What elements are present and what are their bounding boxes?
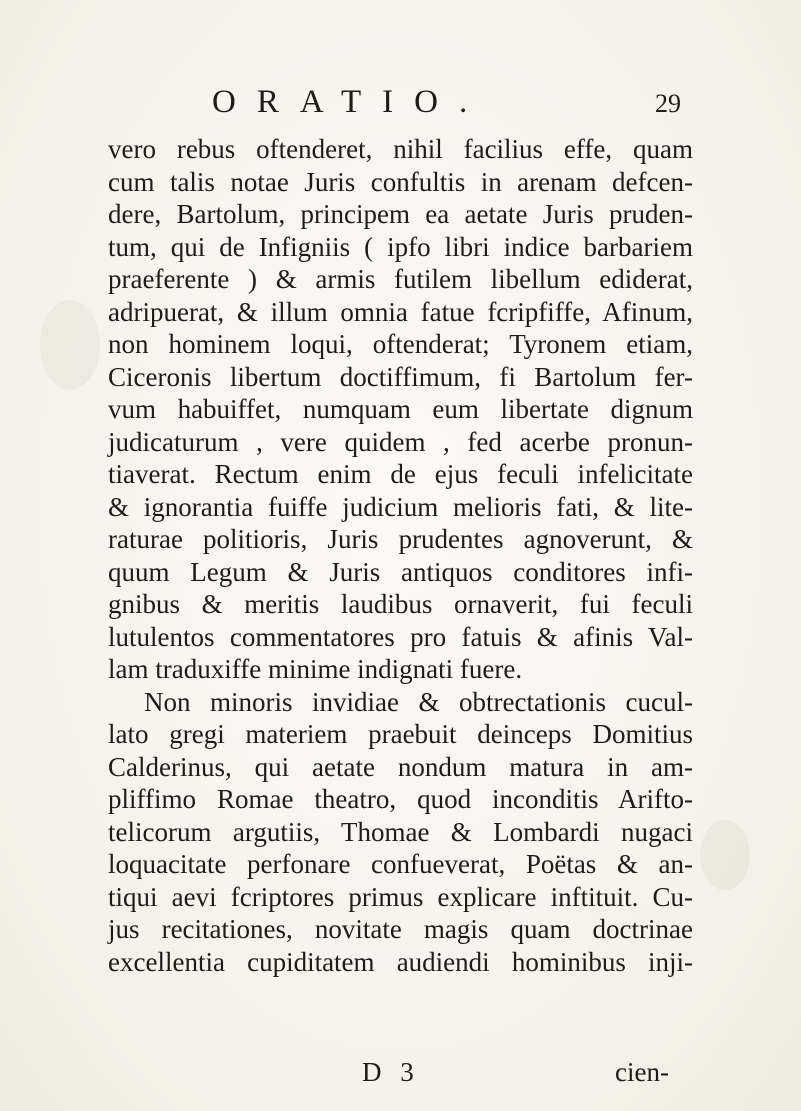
text-line: jus recitationes, novitate magis quam doctrinae bbox=[108, 914, 693, 944]
text-line: loquacitate perfonare confueverat, Poëtas & an- bbox=[108, 849, 693, 879]
text-line: cum talis notae Juris confultis in arenam defcen- bbox=[108, 166, 693, 197]
text-line: raturae politioris, Juris prudentes agnoverunt, & bbox=[108, 524, 693, 554]
text-line: lato gregi materiem praebuit deinceps Domitius bbox=[108, 719, 693, 749]
text-line: vero rebus oftenderet, nihil facilius effe, quam bbox=[108, 134, 693, 164]
text-line: lam traduxiffe minime indignati fuere. bbox=[108, 654, 523, 684]
text-line: & ignorantia fuiffe judicium melioris fati, & lite- bbox=[108, 491, 693, 522]
text-line: lutulentos commentatores pro fatuis & afinis Val- bbox=[108, 621, 693, 652]
text-line: Ciceronis libertum doctiffimum, fi Bartolum fer- bbox=[108, 361, 693, 392]
text-line: pliffimo Romae theatro, quod inconditis Arifto- bbox=[108, 784, 693, 814]
text-line: Calderinus, qui aetate nondum matura in am- bbox=[108, 751, 693, 782]
text-line: judicaturum , vere quidem , fed acerbe pronun- bbox=[108, 426, 693, 457]
page-number: 29 bbox=[655, 89, 681, 118]
page-header bbox=[0, 80, 801, 130]
text-line: tiqui aevi fcriptores primus explicare inftituit. Cu- bbox=[108, 881, 693, 912]
text-line: telicorum argutiis, Thomae & Lombardi nugaci bbox=[108, 816, 693, 847]
page-footer bbox=[0, 1055, 801, 1091]
line-part: tum, qui de Infigniis ( ipfo libri indice barbariem bbox=[108, 231, 693, 262]
text-line: Non minoris invidiae & obtrectationis cucul- bbox=[144, 686, 693, 717]
text-line: vum habuiffet, numquam eum libertate dignum bbox=[108, 394, 693, 424]
text-line: excellentia cupiditatem audiendi hominibus inji- bbox=[108, 946, 693, 977]
text-line: dere, Bartolum, principem ea aetate Juris pruden- bbox=[108, 199, 693, 229]
text-line: praeferente ) & armis futilem libellum ediderat, bbox=[108, 264, 693, 294]
text-line: adripuerat, & illum omnia fatue fcripfiffe, Afinum, bbox=[108, 296, 693, 327]
text-line: gnibus & meritis laudibus ornaverit, fui feculi bbox=[108, 589, 693, 619]
paper-stain bbox=[40, 300, 100, 390]
catchword: cien- bbox=[615, 1057, 669, 1087]
running-title: ORATIO. bbox=[212, 84, 489, 120]
paper-stain bbox=[700, 820, 750, 890]
text-line: quum Legum & Juris antiquos conditores infi- bbox=[108, 556, 693, 587]
text-line: tiaverat. Rectum enim de ejus feculi infelicitate bbox=[108, 459, 693, 489]
body-text bbox=[108, 133, 693, 978]
signature-mark: D 3 bbox=[362, 1057, 420, 1087]
text-line: non hominem loqui, oftenderat; Tyronem etiam, bbox=[108, 329, 693, 359]
text-line bbox=[108, 231, 693, 264]
